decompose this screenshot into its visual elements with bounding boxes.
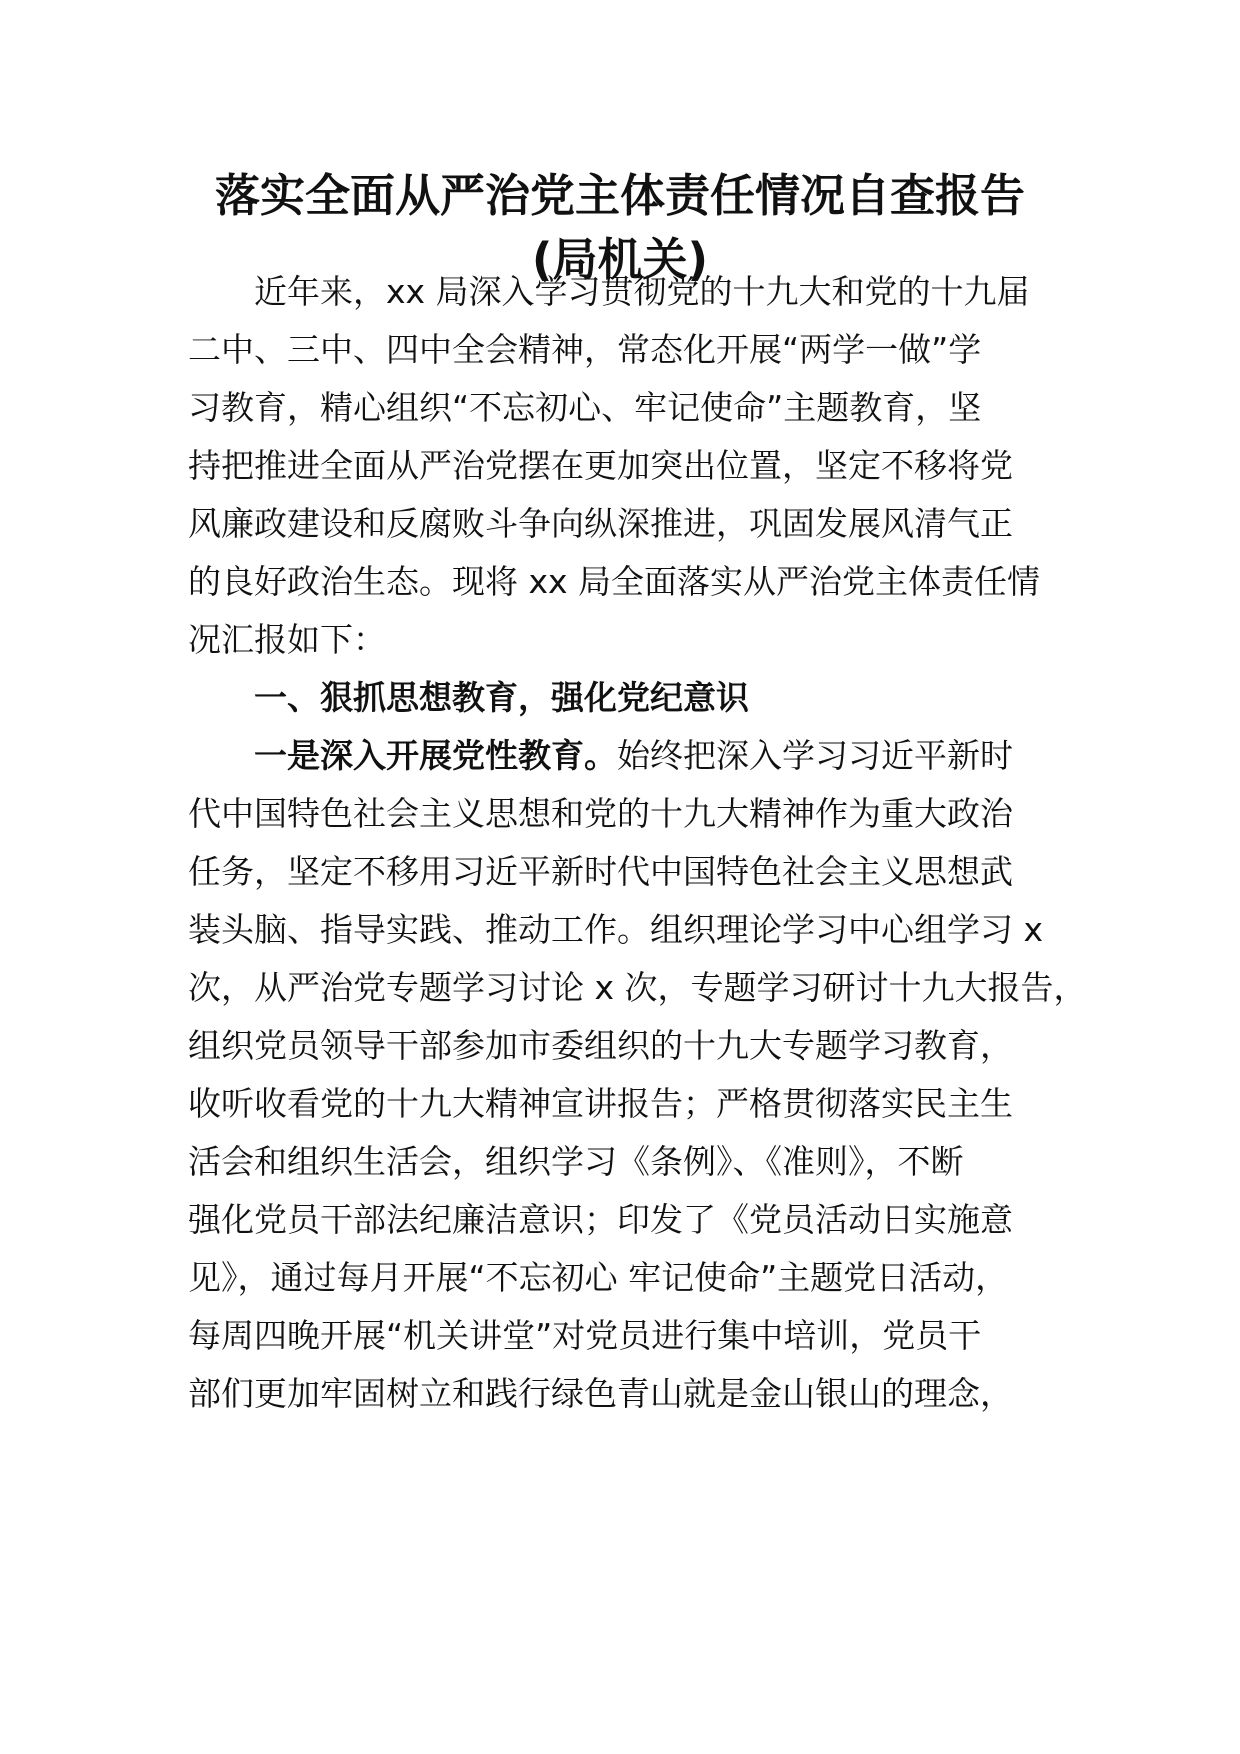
- document-subtitle: (局机关): [531, 233, 709, 286]
- point-1-line-11: 每周四晚开展“机关讲堂”对党员进行集中培训，党员干: [188, 1316, 982, 1355]
- point-1-line-8: 活会和组织生活会，组织学习《条例》、《准则》，不断: [188, 1142, 964, 1181]
- intro-line-2: 二中、三中、四中全会精神，常态化开展“两学一做”学: [188, 330, 982, 369]
- point-1-label: 一是深入开展党性教育。: [254, 736, 617, 775]
- intro-line-4: 持把推进全面从严治党摆在更加突出位置，坚定不移将党: [188, 446, 1013, 485]
- intro-line-1: 近年来，xx 局深入学习贯彻党的十九大和党的十九届: [254, 272, 1030, 311]
- point-1-line-4: 装头脑、指导实践、推动工作。组织理论学习中心组学习 x: [188, 910, 1044, 949]
- point-1-line-10: 见》，通过每月开展“不忘初心 牢记使命”主题党日活动，: [188, 1258, 1009, 1297]
- point-1-line-5: 次，从严治党专题学习讨论 x 次，专题学习研讨十九大报告，: [188, 968, 1087, 1007]
- point-1-line-7: 收听收看党的十九大精神宣讲报告；严格贯彻落实民主生: [188, 1084, 1013, 1123]
- point-1-line-6: 组织党员领导干部参加市委组织的十九大专题学习教育，: [188, 1026, 1013, 1065]
- point-1-line-9: 强化党员干部法纪廉洁意识；印发了《党员活动日实施意: [188, 1200, 1013, 1239]
- point-1-line-12: 部们更加牢固树立和践行绿色青山就是金山银山的理念，: [188, 1374, 1013, 1413]
- intro-line-3: 习教育，精心组织“不忘初心、牢记使命”主题教育，坚: [188, 388, 982, 427]
- point-1-first-text: 始终把深入学习习近平新时: [617, 736, 1013, 775]
- point-1-line-2: 代中国特色社会主义思想和党的十九大精神作为重大政治: [188, 794, 1013, 833]
- intro-line-7: 况汇报如下：: [188, 620, 386, 659]
- document-title: 落实全面从严治党主体责任情况自查报告: [214, 169, 1025, 222]
- section-heading: 一、狠抓思想教育，强化党纪意识: [254, 678, 749, 717]
- intro-line-6: 的良好政治生态。现将 xx 局全面落实从严治党主体责任情: [188, 562, 1041, 601]
- point-1-line-3: 任务，坚定不移用习近平新时代中国特色社会主义思想武: [188, 852, 1013, 891]
- intro-line-5: 风廉政建设和反腐败斗争向纵深推进，巩固发展风清气正: [188, 504, 1013, 543]
- point-1-first-line: [254, 734, 1054, 778]
